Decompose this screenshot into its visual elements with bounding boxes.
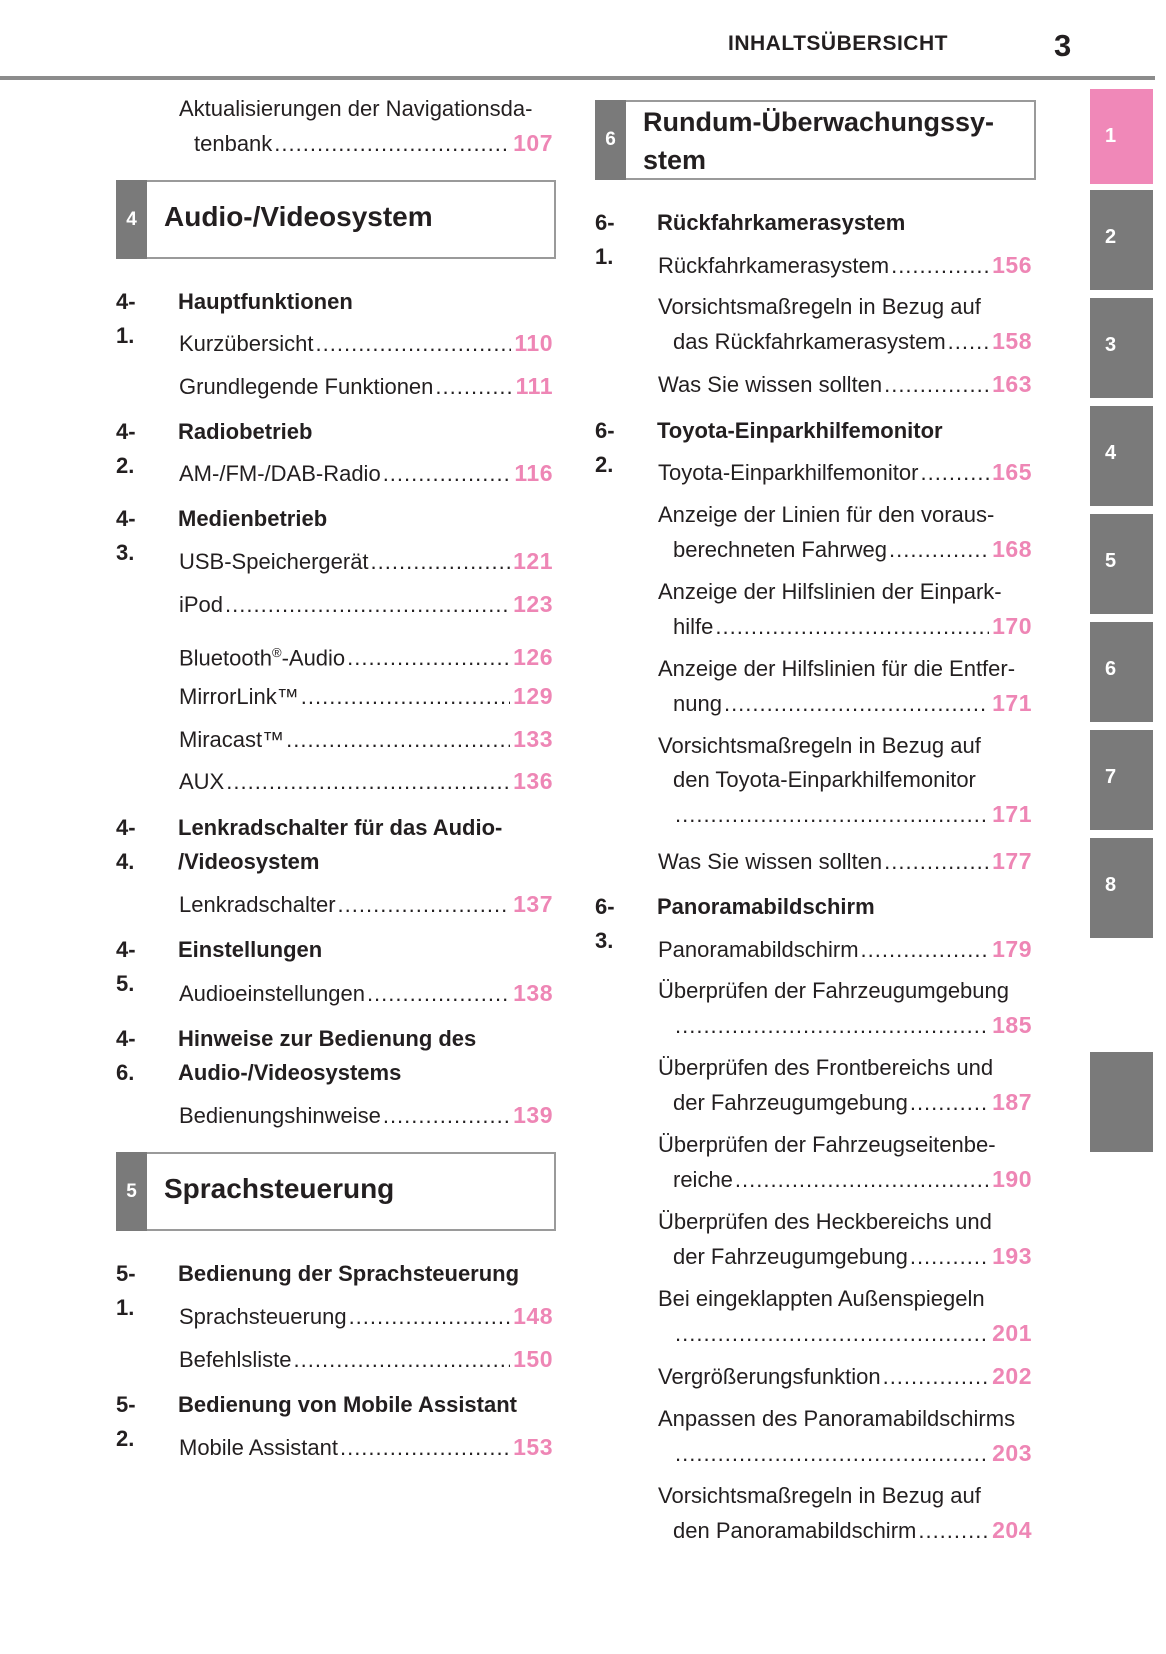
chapter-6-header[interactable] [595, 100, 1036, 180]
toc-entry[interactable] [658, 652, 1032, 721]
entry-text: Kurzübersicht [179, 331, 314, 356]
section-number: 6-1. [595, 210, 615, 269]
entry-text [658, 844, 1032, 879]
entry-text [658, 1239, 1032, 1274]
thumb-tab-label: 5 [1105, 550, 1117, 572]
entry-text [179, 1342, 553, 1377]
entry-text: Aktualisierungen der Navigationsda- [179, 96, 533, 121]
toc-entry[interactable] [658, 729, 1032, 832]
toc-entry[interactable] [658, 248, 1032, 283]
page-ref: 111 [515, 373, 553, 399]
page-ref: 171 [992, 801, 1032, 827]
section-title: Bedienung von Mobile Assistant [178, 1392, 517, 1417]
dot-leader [226, 765, 510, 799]
page-ref: 139 [513, 1102, 553, 1128]
section-number: 4-2. [116, 419, 136, 478]
page-ref: 123 [513, 591, 553, 617]
dot-leader [735, 1163, 989, 1197]
entry-text: Grundlegende Funktionen [179, 374, 434, 399]
entry-text: nung [673, 691, 722, 716]
entry-text [179, 722, 553, 757]
entry-text: Was Sie wissen sollten [658, 849, 883, 874]
page-ref: 193 [992, 1243, 1032, 1269]
entry-text [658, 1513, 1032, 1548]
dot-leader [675, 1317, 989, 1351]
page-ref: 148 [513, 1303, 553, 1329]
entry-text: Bedienungshinweise [179, 1103, 381, 1128]
toc-entry-nav-update[interactable] [179, 92, 553, 161]
page-ref: 202 [992, 1363, 1032, 1389]
toc-entry[interactable] [658, 1128, 1032, 1197]
chapter-title-line1: Rundum-Überwachungssy- [643, 107, 995, 137]
entry-text [658, 932, 1032, 967]
toc-entry[interactable] [179, 679, 553, 714]
entry-text: hilfe [673, 614, 714, 639]
entry-text [658, 532, 1032, 567]
entry-text [179, 679, 553, 714]
thumb-tab-7[interactable] [1090, 730, 1153, 830]
chapter-title-line2: stem [643, 145, 707, 175]
thumb-tab-3[interactable] [1090, 298, 1153, 398]
dot-leader [675, 1437, 989, 1471]
entry-text [179, 636, 553, 675]
entry-text [658, 455, 1032, 490]
entry-text: Bei eingeklappten Außenspiegeln [658, 1286, 985, 1311]
page-ref: 129 [513, 683, 553, 709]
entry-text: Panoramabildschirm [658, 937, 859, 962]
toc-entry[interactable] [658, 932, 1032, 967]
toc-entry[interactable] [658, 844, 1032, 879]
entry-text [179, 544, 553, 579]
entry-text [179, 976, 553, 1011]
entry-text: ® [271, 645, 282, 660]
entry-text [179, 587, 553, 622]
chapter-number: 5 [116, 1152, 147, 1231]
section-number: 4-1. [116, 289, 136, 348]
dot-leader [274, 127, 510, 161]
section-title: Medienbetrieb [178, 506, 328, 531]
header-title: INHALTSÜBERSICHT [728, 32, 948, 55]
dot-leader [347, 641, 510, 675]
toc-entry[interactable] [179, 1342, 553, 1377]
dot-leader [724, 687, 989, 721]
entry-text: Vergrößerungsfunktion [658, 1364, 881, 1389]
entry-text [658, 324, 1032, 359]
dot-leader [367, 977, 510, 1011]
page-ref: 138 [513, 980, 553, 1006]
entry-text [179, 1430, 553, 1465]
section-number: 5-1. [116, 1261, 136, 1320]
entry-text: berechneten Fahrweg [673, 537, 888, 562]
thumb-tab-label: 2 [1105, 226, 1117, 248]
entry-text: AUX [179, 769, 225, 794]
thumb-tab-index[interactable] [1090, 1052, 1153, 1152]
section-title: Einstellungen [178, 937, 323, 962]
section-title: Hauptfunktionen [178, 289, 353, 314]
entry-text [658, 248, 1032, 283]
header-rule [0, 76, 1155, 80]
page-ref: 107 [513, 130, 553, 156]
entry-text: Toyota-Einparkhilfemonitor [658, 460, 919, 485]
entry-text: MirrorLink™ [179, 684, 299, 709]
page-ref: 116 [514, 460, 553, 486]
dot-leader [918, 1514, 989, 1548]
toc-entry[interactable] [658, 498, 1032, 567]
entry-text: der Fahrzeugumgebung [673, 1090, 908, 1115]
toc-entry[interactable] [658, 290, 1032, 359]
dot-leader [301, 680, 510, 714]
toc-entry[interactable] [179, 764, 553, 799]
toc-entry[interactable] [179, 722, 553, 757]
thumb-tab-label: 4 [1105, 442, 1117, 464]
entry-text [658, 1162, 1032, 1197]
entry-text: Rückfahrkamerasystem [658, 253, 890, 278]
dot-leader [435, 370, 512, 404]
page-ref: 168 [992, 536, 1032, 562]
page-ref: 126 [513, 644, 553, 671]
dot-leader [675, 798, 989, 832]
entry-text: USB-Speichergerät [179, 549, 369, 574]
thumb-tab-label: 6 [1105, 658, 1117, 680]
dot-leader [889, 533, 989, 567]
thumb-tab-label: 1 [1105, 125, 1117, 147]
thumb-tab-6[interactable] [1090, 622, 1153, 722]
thumb-tab-1[interactable] [1090, 89, 1153, 184]
entry-text: Was Sie wissen sollten [658, 372, 883, 397]
page-ref: 133 [513, 726, 553, 752]
dot-leader [349, 1300, 511, 1334]
page-ref: 136 [513, 768, 553, 794]
thumb-tab-label: 8 [1105, 874, 1117, 896]
entry-text: den Toyota-Einparkhilfemonitor [673, 767, 976, 792]
entry-text: Sprachsteuerung [179, 1304, 347, 1329]
entry-text: Mobile Assistant [179, 1435, 338, 1460]
toc-entry[interactable] [179, 1299, 553, 1334]
page-ref: 170 [992, 613, 1032, 639]
entry-text: den Panoramabildschirm [673, 1518, 917, 1543]
entry-text: Anzeige der Hilfslinien für die Entfer- [658, 656, 1016, 681]
entry-text: Vorsichtsmaßregeln in Bezug auf [658, 733, 981, 758]
entry-text [179, 126, 553, 161]
page-ref: 203 [992, 1440, 1032, 1466]
toc-entry[interactable] [658, 1205, 1032, 1274]
entry-text: Lenkradschalter [179, 892, 336, 917]
entry-text [658, 1316, 1032, 1351]
section-title: Panoramabildschirm [657, 894, 875, 919]
toc-entry[interactable] [658, 1402, 1032, 1471]
section-title: Hinweise zur Bedienung des [178, 1026, 477, 1051]
dot-leader [286, 723, 510, 757]
section-title: Lenkradschalter für das Audio- [178, 815, 503, 840]
page-ref: 110 [514, 330, 553, 356]
toc-entry[interactable] [179, 1098, 553, 1133]
thumb-tab-8[interactable] [1090, 838, 1153, 938]
page-ref: 190 [992, 1166, 1032, 1192]
dot-leader [225, 588, 510, 622]
dot-leader [948, 325, 989, 359]
entry-text: Miracast™ [179, 727, 285, 752]
dot-leader [338, 888, 511, 922]
section-number: 4-4. [116, 815, 136, 874]
section-title: Radiobetrieb [178, 419, 313, 444]
dot-leader [675, 1009, 989, 1043]
dot-leader [861, 933, 990, 967]
entry-text: Vorsichtsmaßregeln in Bezug auf [658, 1483, 981, 1508]
entry-text: AM-/FM-/DAB-Radio [179, 461, 381, 486]
dot-leader [371, 545, 511, 579]
entry-text: Überprüfen der Fahrzeugseitenbe- [658, 1132, 996, 1157]
page-ref: 150 [513, 1346, 553, 1372]
section-title: Audio-/Videosystems [178, 1060, 402, 1085]
section-title: Toyota-Einparkhilfemonitor [657, 418, 943, 443]
dot-leader [340, 1431, 510, 1465]
dot-leader [884, 368, 989, 402]
entry-text [658, 1085, 1032, 1120]
entry-text [658, 797, 1032, 832]
page-ref: 158 [992, 328, 1032, 354]
toc-entry[interactable] [179, 326, 553, 361]
entry-text: Befehlsliste [179, 1347, 292, 1372]
section-number: 4-3. [116, 506, 136, 565]
chapter-5-header[interactable] [116, 1152, 556, 1231]
toc-entry[interactable] [658, 1359, 1032, 1394]
section-number: 6-2. [595, 418, 615, 477]
dot-leader [883, 1360, 990, 1394]
toc-entry[interactable] [658, 1282, 1032, 1351]
entry-text: das Rückfahrkamerasystem [673, 329, 946, 354]
section-number: 4-6. [116, 1026, 136, 1085]
thumb-tab-label: 7 [1105, 766, 1117, 788]
entry-text [658, 1436, 1032, 1471]
page-ref: 137 [513, 891, 553, 917]
toc-entry[interactable] [179, 636, 553, 675]
page-ref: 179 [992, 936, 1032, 962]
entry-text [179, 887, 553, 922]
page-ref: 204 [992, 1517, 1032, 1543]
page-ref: 156 [992, 252, 1032, 278]
page-ref: 171 [992, 690, 1032, 716]
entry-text [179, 369, 553, 404]
entry-text: tenbank [194, 131, 273, 156]
chapter-title: Sprachsteuerung [164, 1173, 395, 1204]
toc-entry[interactable] [179, 976, 553, 1011]
entry-text [179, 636, 345, 675]
dot-leader [891, 249, 989, 283]
entry-text: Vorsichtsmaßregeln in Bezug auf [658, 294, 981, 319]
entry-text: Audioeinstellungen [179, 981, 365, 1006]
section-number: 6-3. [595, 894, 615, 953]
toc-entry[interactable] [658, 575, 1032, 644]
page-ref: 177 [992, 848, 1032, 874]
entry-text [179, 1299, 553, 1334]
thumb-tab-label: 3 [1105, 334, 1117, 356]
entry-text: -Audio [281, 645, 346, 671]
entry-text [658, 686, 1032, 721]
section-number: 4-5. [116, 937, 136, 996]
entry-text [179, 1098, 553, 1133]
entry-text: der Fahrzeugumgebung [673, 1244, 908, 1269]
section-title: /Videosystem [178, 849, 320, 874]
entry-text: Überprüfen der Fahrzeugumgebung [658, 978, 1010, 1003]
entry-text: Überprüfen des Heckbereichs und [658, 1209, 992, 1234]
toc-entry[interactable] [179, 456, 553, 491]
dot-leader [884, 845, 989, 879]
page-ref: 201 [992, 1320, 1032, 1346]
page-ref: 153 [513, 1434, 553, 1460]
toc-entry[interactable] [179, 1430, 553, 1465]
entry-text [179, 456, 553, 491]
toc-entry[interactable] [658, 455, 1032, 490]
chapter-title: Audio-/Videosystem [164, 201, 433, 232]
entry-text: reiche [673, 1167, 733, 1192]
section-title: Rückfahrkamerasystem [657, 210, 906, 235]
dot-leader [383, 457, 512, 491]
chapter-number: 4 [116, 180, 147, 259]
entry-text [658, 1008, 1032, 1043]
entry-text [179, 764, 553, 799]
thumb-tab-5[interactable] [1090, 514, 1153, 614]
toc-entry[interactable] [658, 1479, 1032, 1548]
entry-text [179, 326, 553, 361]
entry-text [658, 1359, 1032, 1394]
toc-entry[interactable] [658, 367, 1032, 402]
entry-text: Überprüfen des Frontbereichs und [658, 1055, 994, 1080]
dot-leader [383, 1099, 510, 1133]
dot-leader [715, 610, 989, 644]
page-ref: 165 [992, 459, 1032, 485]
dot-leader [920, 456, 989, 490]
page-ref: 163 [992, 371, 1032, 397]
toc-entry[interactable] [658, 1051, 1032, 1120]
chapter-number: 6 [595, 100, 626, 180]
entry-text: Anzeige der Hilfslinien der Einpark- [658, 579, 1002, 604]
toc-entry[interactable] [179, 587, 553, 622]
entry-text [658, 367, 1032, 402]
thumb-tab-2[interactable] [1090, 190, 1153, 290]
dot-leader [316, 327, 512, 361]
entry-text [658, 609, 1032, 644]
dot-leader [910, 1086, 989, 1120]
toc-entry[interactable] [179, 544, 553, 579]
chapter-4-header[interactable] [116, 180, 556, 259]
toc-entry[interactable] [658, 974, 1032, 1043]
entry-text: iPod [179, 592, 224, 617]
page-ref: 121 [513, 548, 553, 574]
entry-text: Anpassen des Panoramabildschirms [658, 1406, 1016, 1431]
dot-leader [294, 1343, 511, 1377]
page-ref: 187 [992, 1089, 1032, 1115]
entry-text: Anzeige der Linien für den voraus- [658, 502, 995, 527]
toc-entry[interactable] [179, 887, 553, 922]
section-number: 5-2. [116, 1392, 136, 1451]
toc-entry[interactable] [179, 369, 553, 404]
entry-text: Bluetooth [179, 645, 272, 671]
section-title: Bedienung der Sprachsteuerung [178, 1261, 520, 1286]
thumb-tab-4[interactable] [1090, 406, 1153, 506]
page-ref: 185 [992, 1012, 1032, 1038]
page-number: 3 [1054, 28, 1072, 63]
dot-leader [910, 1240, 989, 1274]
